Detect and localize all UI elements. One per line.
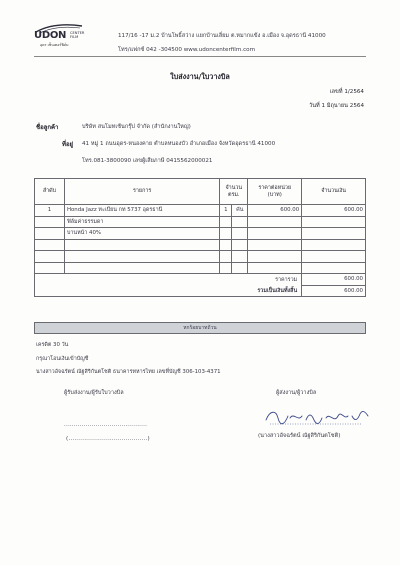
row-item: Honda Jazz ทะเบียน กท 5737 อุดรธานี bbox=[64, 205, 219, 217]
row-unit bbox=[232, 228, 248, 240]
col-header-qty-line2: ตรม. bbox=[227, 191, 240, 198]
total-value: 600.00 bbox=[302, 285, 366, 297]
row-unit bbox=[232, 216, 248, 228]
row-amount bbox=[302, 262, 366, 274]
sender-name: (นางสาวอัจฉรัตน์ ณัฐสิริกันตโชติ) bbox=[258, 433, 341, 439]
col-header-unit-price-line1: ราคาต่อหน่วย bbox=[258, 184, 292, 191]
row-qty bbox=[220, 239, 232, 251]
row-item: บานหน้า 40% bbox=[64, 228, 219, 240]
row-unit bbox=[232, 239, 248, 251]
row-item bbox=[64, 239, 219, 251]
items-table bbox=[34, 178, 366, 297]
row-price bbox=[248, 251, 302, 263]
total-row bbox=[35, 285, 366, 297]
subtotal-value: 600.00 bbox=[302, 274, 366, 286]
row-no bbox=[35, 239, 65, 251]
row-amount: 600.00 bbox=[302, 205, 366, 217]
col-header-qty bbox=[220, 179, 248, 205]
logo-subtitle: อุดร เซ็นเตอร์ฟิล์ม bbox=[40, 43, 69, 47]
document-number: เลขที่ 1/2564 bbox=[329, 89, 364, 95]
subtotal-label: ราคารวม bbox=[35, 274, 302, 286]
table-row bbox=[35, 228, 366, 240]
row-item bbox=[64, 251, 219, 263]
logo-film-text: FILM bbox=[70, 34, 79, 39]
col-header-unit-price-line2: (บาท) bbox=[267, 191, 282, 198]
col-header-no: ลำดับ bbox=[35, 179, 65, 205]
customer-name-label: ชื่อลูกค้า bbox=[36, 124, 59, 131]
row-item: ฟิล์มค่าธรรมดา bbox=[64, 216, 219, 228]
row-qty bbox=[220, 262, 232, 274]
table-row bbox=[35, 262, 366, 274]
table-row bbox=[35, 239, 366, 251]
row-amount bbox=[302, 228, 366, 240]
col-header-qty-line1: จำนวน bbox=[225, 184, 243, 191]
document-title: ใบส่งงาน/ใบวางบิล bbox=[170, 72, 230, 81]
table-row bbox=[35, 251, 366, 263]
table-row bbox=[35, 205, 366, 217]
row-item bbox=[64, 262, 219, 274]
bank-account: นางสาวอัจฉรัตน์ ณัฐสิริกันตโชติ ธนาคารทหารไทย เลขที่บัญชี 306-103-4371 bbox=[36, 369, 221, 375]
logo-film-label bbox=[70, 32, 84, 40]
row-price bbox=[248, 228, 302, 240]
receiver-signature-line: .......................................... bbox=[64, 422, 148, 428]
logo-wordmark: UDON bbox=[34, 30, 67, 41]
row-qty bbox=[220, 228, 232, 240]
row-unit: คัน bbox=[232, 205, 248, 217]
logo-center-text: CENTER bbox=[70, 31, 85, 35]
row-qty bbox=[220, 216, 232, 228]
row-price bbox=[248, 262, 302, 274]
row-price bbox=[248, 216, 302, 228]
table-header-row bbox=[35, 179, 366, 205]
total-label: รวมเป็นเงินทั้งสิ้น bbox=[35, 285, 302, 297]
customer-phone: โทร.081-3800090 เลขผู้เสียภาษี 0415562000021 bbox=[82, 158, 213, 164]
receiver-name-line: (........................................) bbox=[66, 436, 150, 442]
customer-name: บริษัท สนโมทเช้นกรุ๊ป จำกัด (สำนักงานใหญ่) bbox=[82, 124, 191, 130]
customer-address: 41 หมู่ 1 ถนนอุดร-หนองคาย ตำบลหนองบัว อำเภอเมือง จังหวัดอุดรธานี 41000 bbox=[82, 141, 276, 147]
col-header-item: รายการ bbox=[64, 179, 219, 205]
company-contact: โทร/แฟกซ์ 042 -304500 www.udoncenterfilm.com bbox=[118, 47, 256, 53]
row-qty bbox=[220, 251, 232, 263]
table-row bbox=[35, 216, 366, 228]
col-header-unit-price bbox=[248, 179, 302, 205]
company-address: 117/16 -17 ม.2 บ้านโพธิ์สว่าง แยกบ้านเลี่ยม ต.หมากแข้ง อ.เมือง จ.อุดรธานี 41000 bbox=[118, 33, 326, 39]
header-divider bbox=[34, 56, 366, 57]
row-amount bbox=[302, 251, 366, 263]
row-amount bbox=[302, 239, 366, 251]
row-price bbox=[248, 239, 302, 251]
sender-handwritten-signature bbox=[262, 406, 372, 430]
document-date: วันที่ 1 มิถุนายน 2564 bbox=[309, 103, 364, 109]
row-price: 600.00 bbox=[248, 205, 302, 217]
row-no: 1 bbox=[35, 205, 65, 217]
credit-terms: เครดิต 30 วัน bbox=[36, 342, 69, 348]
row-unit bbox=[232, 262, 248, 274]
row-unit bbox=[232, 251, 248, 263]
col-header-amount: จำนวนเงิน bbox=[302, 179, 366, 205]
row-no bbox=[35, 262, 65, 274]
customer-address-label: ที่อยู่ bbox=[62, 141, 74, 148]
row-qty: 1 bbox=[220, 205, 232, 217]
row-amount bbox=[302, 216, 366, 228]
sender-caption: ผู้ส่งงาน/ผู้วางบิล bbox=[276, 390, 317, 396]
subtotal-row bbox=[35, 274, 366, 286]
row-no bbox=[35, 216, 65, 228]
row-no bbox=[35, 251, 65, 263]
receiver-caption: ผู้รับส่งงาน/ผู้รับใบวางบิล bbox=[64, 390, 124, 396]
amount-in-words-bar: หกร้อยบาทถ้วน bbox=[34, 322, 366, 334]
row-no bbox=[35, 228, 65, 240]
transfer-instruction: กรุณาโอนเงินเข้าบัญชี bbox=[36, 356, 89, 362]
